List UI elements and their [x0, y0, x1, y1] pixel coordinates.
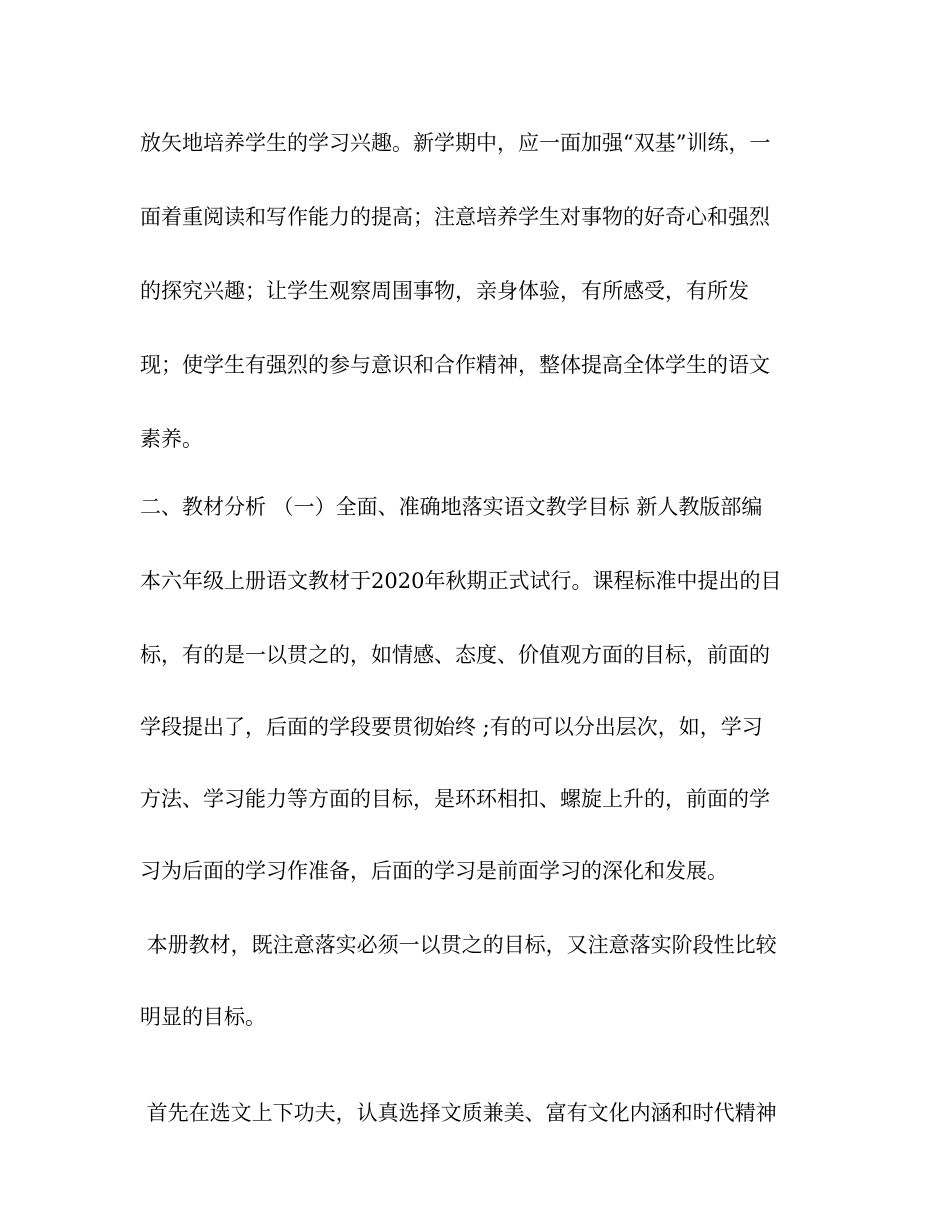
text-line: 学段提出了，后面的学段要贯彻始终 ;有的可以分出层次，如，学习: [140, 715, 763, 739]
text-line: 习为后面的学习作准备，后面的学习是前面学习的深化和发展。: [140, 859, 728, 883]
text-line: 放矢地培养学生的学习兴趣。新学期中，应一面加强“双基”训练，一: [140, 131, 771, 155]
text-line: 现；使学生有强烈的参与意识和合作精神，整体提高全体学生的语文: [140, 353, 770, 377]
text-line: 本六年级上册语文教材于2020年秋期正式试行。课程标准中提出的目: [140, 569, 782, 593]
text-line: 的探究兴趣；让学生观察周围事物，亲身体验，有所感受，有所发: [140, 279, 749, 303]
text-line: 明显的目标。: [140, 1005, 266, 1029]
text-line: 标，有的是一以贯之的，如情感、态度、价值观方面的目标，前面的: [140, 643, 770, 667]
text-line: 素养。: [140, 427, 203, 451]
text-line: 二、教材分析 （一）全面、准确地落实语文教学目标 新人教版部编: [140, 495, 763, 519]
text-line: 面着重阅读和写作能力的提高；注意培养学生对事物的好奇心和强烈: [140, 205, 770, 229]
text-line: 方法、学习能力等方面的目标，是环环相扣、螺旋上升的，前面的学: [140, 787, 770, 811]
text-line: 本册教材，既注意落实必须一以贯之的目标，又注意落实阶段性比较: [140, 933, 777, 957]
text-line: 首先在选文上下功夫，认真选择文质兼美、富有文化内涵和时代精神: [140, 1101, 777, 1125]
